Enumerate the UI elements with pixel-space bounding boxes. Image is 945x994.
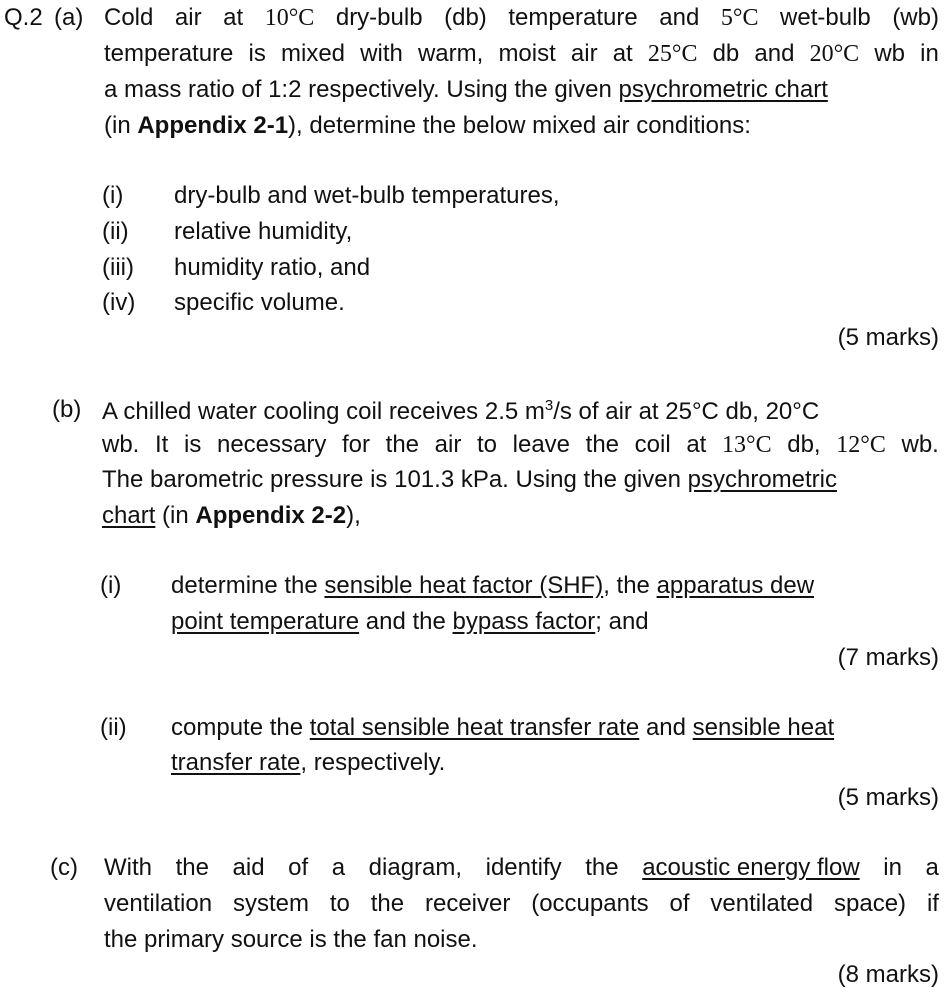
sub-i-number: (i) bbox=[100, 572, 122, 599]
item-ii-text: relative humidity, bbox=[174, 218, 353, 245]
item-iii-number: (iii) bbox=[102, 254, 134, 281]
part-c-marks: (8 marks) bbox=[837, 961, 939, 988]
part-c-label: (c) bbox=[50, 854, 78, 881]
part-a-line-2: temperature is mixed with warm, moist air at 25°C db and 20°C wb in bbox=[104, 40, 939, 67]
part-c-line-3: the primary source is the fan noise. bbox=[104, 926, 478, 953]
part-b-line-2: wb. It is necessary for the air to leave the coil at 13°C db, 12°C wb. bbox=[102, 431, 939, 458]
psychrometric-link: psychrometric bbox=[687, 466, 837, 493]
sub-ii-marks: (5 marks) bbox=[837, 784, 939, 811]
sub-ii-line-2: transfer rate, respectively. bbox=[171, 749, 446, 776]
item-ii-number: (ii) bbox=[102, 218, 129, 245]
item-iv-text: specific volume. bbox=[174, 289, 345, 316]
part-a-marks: (5 marks) bbox=[837, 324, 939, 351]
part-a-label: (a) bbox=[54, 4, 84, 31]
psychrometric-chart-link: psychrometric chart bbox=[618, 76, 828, 103]
chart-link: chart bbox=[102, 502, 156, 529]
part-a-line-3: a mass ratio of 1:2 respectively. Using the given psychrometric chart bbox=[104, 76, 828, 103]
item-iii-text: humidity ratio, and bbox=[174, 254, 371, 281]
sub-i-line-1: determine the sensible heat factor (SHF), the apparatus dew bbox=[171, 572, 815, 599]
sensible-heat-link: sensible heat bbox=[692, 714, 835, 741]
part-b-line-1: A chilled water cooling coil receives 2.5 $m^3/s$ of air at 25°C db, 20°C bbox=[102, 397, 820, 425]
question-number: Q.2 bbox=[4, 4, 43, 31]
part-a-line-1: Cold air at 10°C dry-bulb (db) temperature and 5°C wet-bulb (wb) bbox=[104, 4, 939, 31]
sub-ii-number: (ii) bbox=[100, 714, 127, 741]
item-i-text: dry-bulb and wet-bulb temperatures, bbox=[174, 182, 560, 209]
item-iv-number: (iv) bbox=[102, 289, 136, 316]
acoustic-energy-flow-link: acoustic energy flow bbox=[642, 854, 860, 881]
part-c-line-2: ventilation system to the receiver (occupants of ventilated space) if bbox=[104, 890, 939, 917]
part-b-line-4: chart (in Appendix 2-2), bbox=[102, 502, 361, 529]
shf-link: sensible heat factor (SHF) bbox=[324, 572, 604, 599]
point-temperature-link: point temperature bbox=[171, 608, 360, 635]
transfer-rate-link: transfer rate bbox=[171, 749, 301, 776]
part-b-label: (b) bbox=[52, 396, 82, 423]
item-i-number: (i) bbox=[102, 182, 124, 209]
apparatus-dew-link: apparatus dew bbox=[656, 572, 815, 599]
sub-i-marks: (7 marks) bbox=[837, 644, 939, 671]
part-c-line-1: With the aid of a diagram, identify the acoustic energy flow in a bbox=[104, 854, 939, 881]
sub-ii-line-1: compute the total sensible heat transfer rate and sensible heat bbox=[171, 714, 835, 741]
bypass-factor-link: bypass factor bbox=[452, 608, 596, 635]
part-b-line-3: The barometric pressure is 101.3 kPa. Using the given psychrometric bbox=[102, 466, 837, 493]
total-sensible-heat-link: total sensible heat transfer rate bbox=[309, 714, 640, 741]
part-a-line-4: (in Appendix 2-1), determine the below mixed air conditions: bbox=[104, 112, 751, 139]
sub-i-line-2: point temperature and the bypass factor; and bbox=[171, 608, 649, 635]
